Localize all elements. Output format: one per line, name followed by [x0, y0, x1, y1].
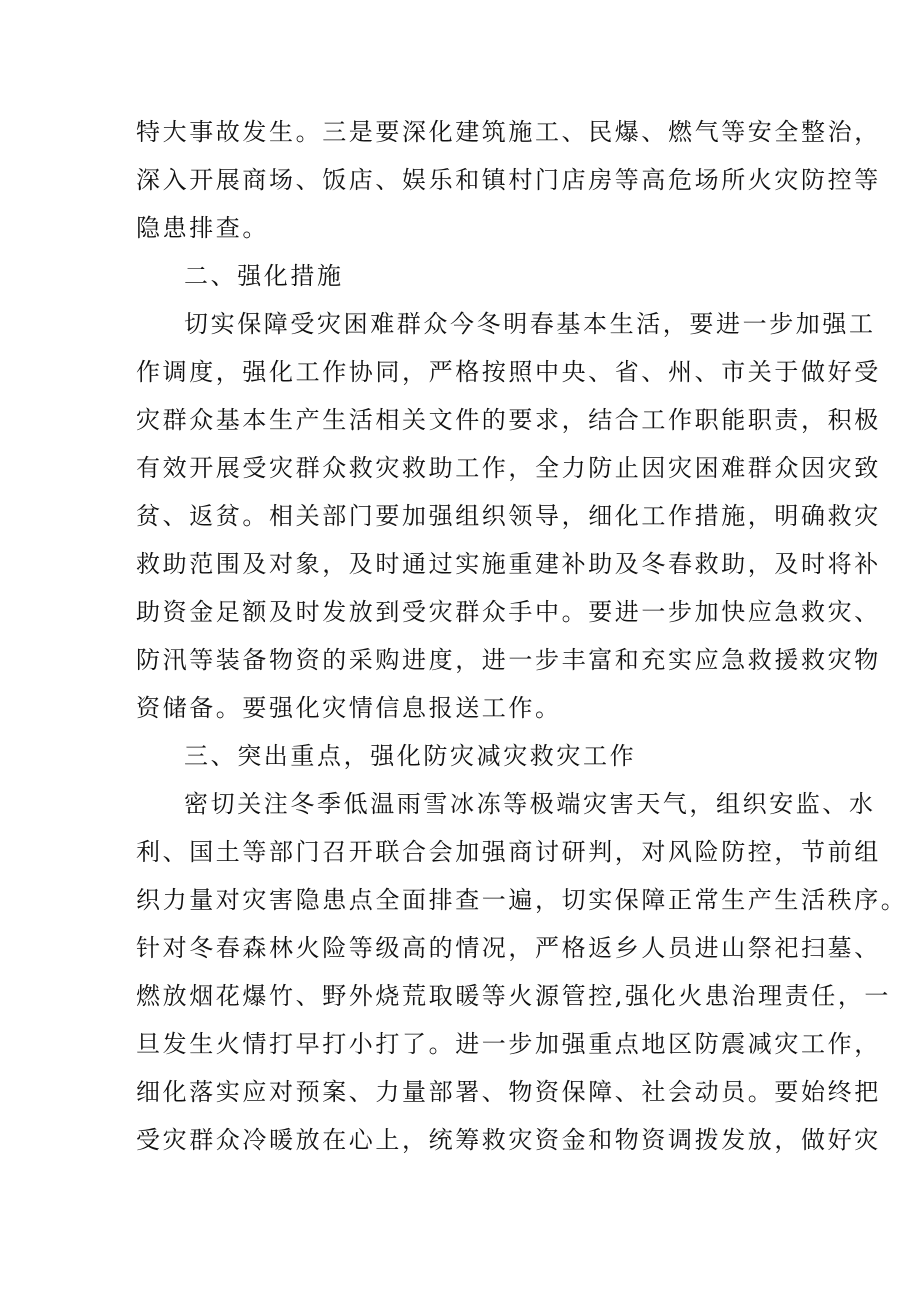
paragraph-line: 作调度，强化工作协同，严格按照中央、省、州、市关于做好受 [136, 358, 881, 386]
section-heading: 三、突出重点，强化防灾减灾救灾工作 [184, 742, 637, 770]
paragraph-line: 灾群众基本生产生活相关文件的要求，结合工作职能职责，积极 [136, 406, 881, 434]
paragraph-line: 救助范围及对象，及时通过实施重建补助及冬春救助，及时将补 [136, 550, 881, 578]
paragraph-line: 织力量对灾害隐患点全面排查一遍，切实保障正常生产生活秩序。 [136, 886, 908, 914]
section-heading: 二、强化措施 [184, 262, 344, 290]
paragraph-line: 切实保障受灾困难群众今冬明春基本生活，要进一步加强工 [184, 310, 876, 338]
paragraph-line: 受灾群众冷暖放在心上，统筹救灾资金和物资调拨发放，做好灾 [136, 1126, 881, 1154]
paragraph-line: 特大事故发生。三是要深化建筑施工、民爆、燃气等安全整治， [136, 118, 881, 146]
paragraph-line: 贫、返贫。相关部门要加强组织领导，细化工作措施，明确救灾 [136, 502, 881, 530]
paragraph-line: 密切关注冬季低温雨雪冰冻等极端灾害天气，组织安监、水 [184, 790, 876, 818]
paragraph-line: 细化落实应对预案、力量部署、物资保障、社会动员。要始终把 [136, 1078, 881, 1106]
paragraph-line: 资储备。要强化灾情信息报送工作。 [136, 694, 562, 722]
paragraph-line: 旦发生火情打早打小打了。进一步加强重点地区防震减灾工作， [136, 1030, 881, 1058]
paragraph-line: 隐患排查。 [136, 214, 269, 242]
paragraph-line: 利、国土等部门召开联合会加强商讨研判，对风险防控，节前组 [136, 838, 881, 866]
paragraph-line: 助资金足额及时发放到受灾群众手中。要进一步加快应急救灾、 [136, 598, 881, 626]
paragraph-line: 深入开展商场、饭店、娱乐和镇村门店房等高危场所火灾防控等 [136, 166, 881, 194]
paragraph-line: 防汛等装备物资的采购进度，进一步丰富和充实应急救援救灾物 [136, 646, 881, 674]
paragraph-line: 燃放烟花爆竹、野外烧荒取暖等火源管控,强化火患治理责任，一 [136, 982, 892, 1010]
paragraph-line: 有效开展受灾群众救灾救助工作，全力防止因灾困难群众因灾致 [136, 454, 881, 482]
paragraph-line: 针对冬春森林火险等级高的情况，严格返乡人员进山祭祀扫墓、 [136, 934, 881, 962]
